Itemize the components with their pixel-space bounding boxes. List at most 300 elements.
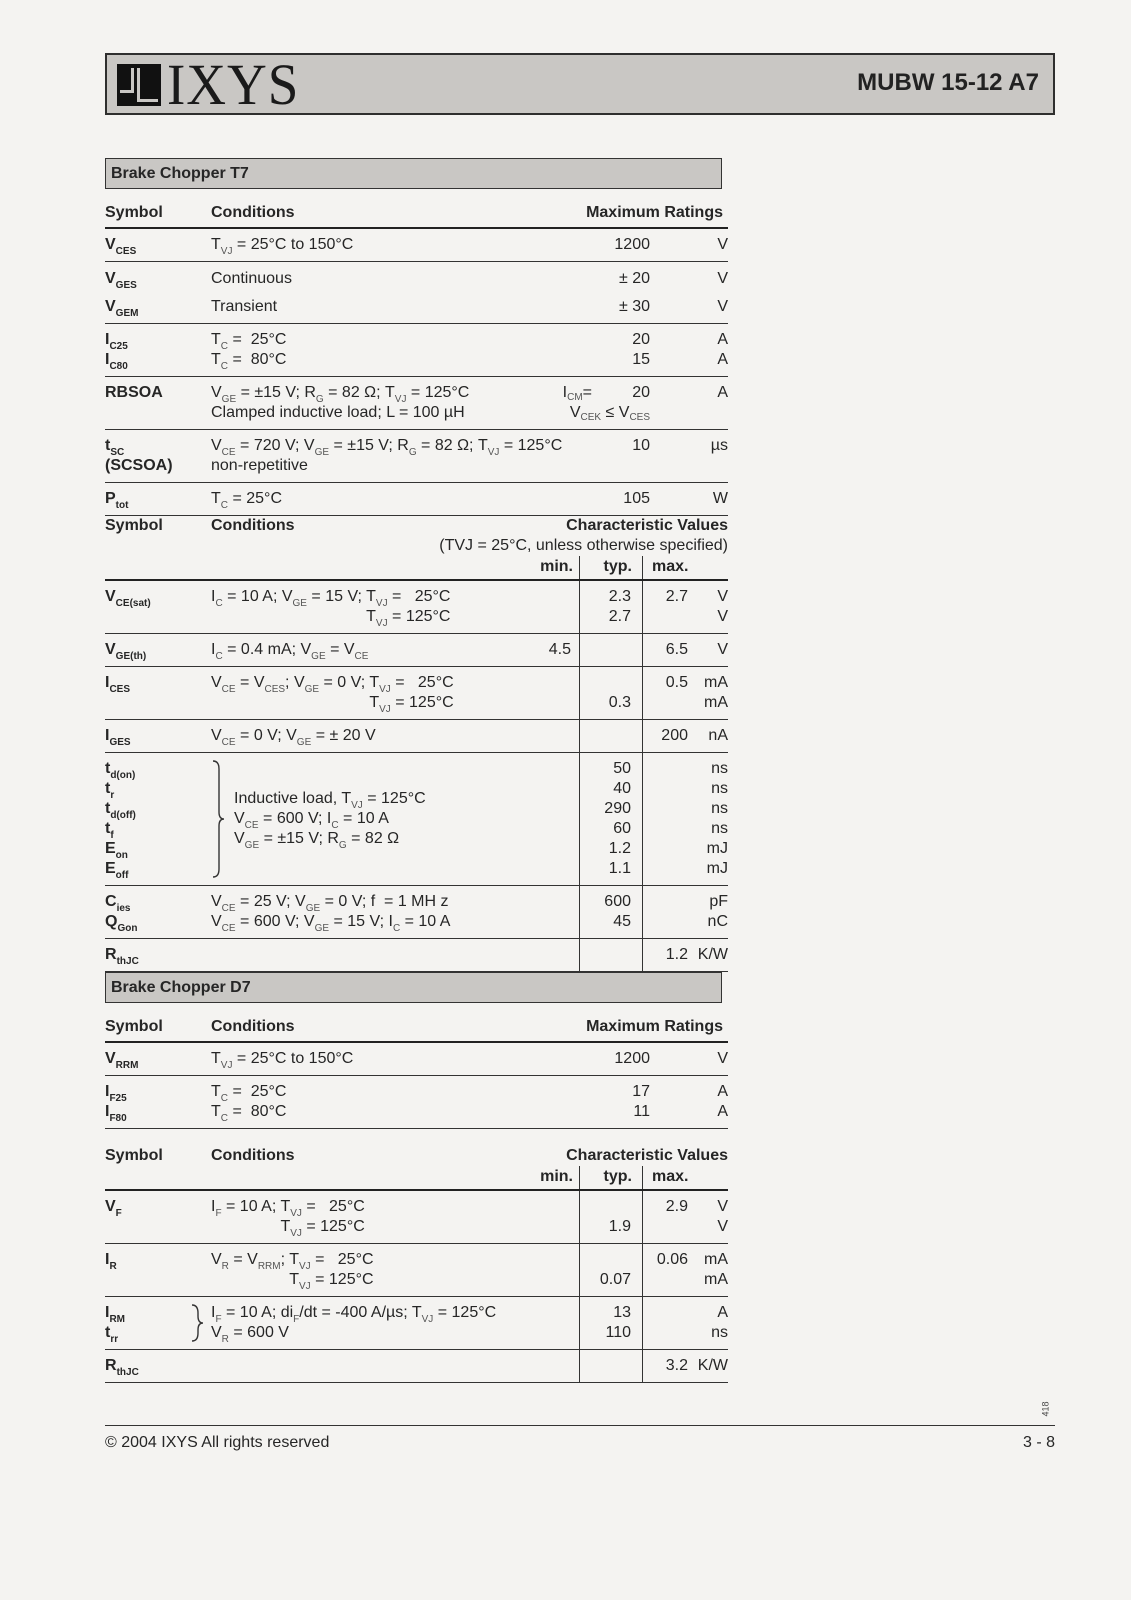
conditions-cell xyxy=(211,753,501,885)
text: = 25°C to 150°C xyxy=(232,1050,354,1067)
subscript: GES xyxy=(115,280,137,291)
typ-heading: typ. xyxy=(579,556,642,579)
min-cell xyxy=(501,1191,579,1243)
line xyxy=(497,489,592,509)
char-values-header xyxy=(105,1129,728,1191)
text: = 125°C xyxy=(310,1271,374,1288)
line xyxy=(497,1082,592,1102)
subscript: CE xyxy=(221,903,236,914)
subscript: F25 xyxy=(109,1093,127,1104)
line xyxy=(600,383,650,403)
unit-cell xyxy=(692,667,728,719)
subscript: GE xyxy=(305,903,321,914)
max-ratings-header xyxy=(105,189,728,229)
subscript: d(on) xyxy=(110,770,136,781)
text: non-repetitive xyxy=(211,457,308,474)
max-cell xyxy=(642,720,692,752)
typ-cell xyxy=(579,720,642,752)
text: pF xyxy=(709,893,728,910)
subscript: CM xyxy=(567,392,583,403)
part-number-title: MUBW 15-12 A7 xyxy=(857,69,1039,96)
subscript: SC xyxy=(110,447,125,458)
conditions-cell xyxy=(211,886,501,938)
line xyxy=(692,1323,728,1343)
line xyxy=(105,819,211,839)
footer-divider xyxy=(105,1425,1055,1426)
line xyxy=(692,693,728,713)
datasheet-content xyxy=(105,158,728,1383)
text: E xyxy=(105,840,116,857)
line xyxy=(105,945,211,965)
text: 1200 xyxy=(614,236,650,253)
symbol-heading: Symbol xyxy=(105,204,163,221)
text: A xyxy=(717,1083,728,1100)
text: = 25°C, unless otherwise specified) xyxy=(473,537,728,554)
subscript: R xyxy=(221,1334,229,1345)
subscript: C xyxy=(215,651,223,662)
subscript: C xyxy=(220,500,229,511)
line xyxy=(105,839,211,859)
symbol-cell xyxy=(105,383,211,423)
line xyxy=(600,330,650,350)
text: V xyxy=(211,1324,222,1341)
symbol-cell xyxy=(105,1191,211,1243)
text: 6.5 xyxy=(665,641,688,658)
line xyxy=(643,693,688,713)
prefix-cell xyxy=(497,1082,600,1122)
subscript: VJ xyxy=(487,447,500,458)
subscript: C xyxy=(220,1113,229,1124)
line xyxy=(497,265,592,293)
char-values-note xyxy=(105,536,728,556)
line xyxy=(105,1250,211,1270)
text: = ±15 V; R xyxy=(259,830,339,847)
line xyxy=(211,912,501,932)
text: 1.2 xyxy=(608,840,631,857)
unit-cell xyxy=(650,235,728,255)
text: = 125°C xyxy=(499,437,563,454)
line xyxy=(650,1049,728,1069)
line xyxy=(105,489,211,509)
line xyxy=(211,489,497,509)
subscript: F xyxy=(293,1314,300,1325)
symbol-cell xyxy=(105,886,211,938)
subscript: CE xyxy=(221,684,236,695)
text: ± 20 xyxy=(618,270,650,287)
table-row xyxy=(105,720,728,753)
table-row xyxy=(105,229,728,262)
text: = 82 Ω; T xyxy=(416,437,488,454)
line xyxy=(643,673,688,693)
typ-cell xyxy=(579,667,642,719)
line xyxy=(105,912,211,932)
table-row xyxy=(105,634,728,667)
text: = 25°C to 150°C xyxy=(232,236,354,253)
subscript: GE xyxy=(311,651,326,662)
line xyxy=(105,640,211,660)
line xyxy=(211,456,497,476)
subscript: R xyxy=(221,1261,229,1272)
symbol-cell xyxy=(105,581,211,633)
line xyxy=(692,799,728,819)
line xyxy=(211,1102,497,1122)
line xyxy=(211,1250,501,1270)
max-cell xyxy=(642,939,692,971)
max-heading: max. xyxy=(642,556,692,579)
text: V xyxy=(569,404,581,421)
line xyxy=(497,383,592,403)
line xyxy=(105,779,211,799)
subscript: G xyxy=(408,447,417,458)
max-ratings-heading: Maximum Ratings xyxy=(586,1018,723,1035)
conditions-cell xyxy=(211,265,497,321)
text: = 15 V; xyxy=(306,588,367,605)
max-cell xyxy=(642,886,692,938)
subscript: C xyxy=(215,598,223,609)
subscript: CE xyxy=(221,737,236,748)
min-cell xyxy=(501,939,579,971)
value-cell xyxy=(600,489,650,509)
line xyxy=(105,350,211,370)
line xyxy=(580,912,631,932)
text: 50 xyxy=(613,760,631,777)
line xyxy=(105,799,211,819)
unit-cell xyxy=(692,1297,728,1349)
table-row xyxy=(105,753,728,886)
text: 0.06 xyxy=(656,1251,688,1268)
lead xyxy=(211,588,367,609)
subscript: RRM xyxy=(115,1060,139,1071)
text: = 10 A; xyxy=(221,1198,281,1215)
line xyxy=(580,673,631,693)
line xyxy=(692,839,728,859)
line xyxy=(580,693,631,713)
min-cell xyxy=(501,886,579,938)
line xyxy=(211,607,501,627)
brace-icon xyxy=(211,759,225,879)
subscript: CEK xyxy=(580,412,602,423)
subscript: VJ xyxy=(298,1281,311,1292)
tail xyxy=(366,588,451,609)
subscript: on xyxy=(115,850,128,861)
typ-cell xyxy=(579,1350,642,1382)
text: = 600 V; V xyxy=(235,913,315,930)
line xyxy=(643,726,688,746)
value-cell xyxy=(600,330,650,370)
table-row xyxy=(105,483,728,516)
text: 2.3 xyxy=(608,588,631,605)
line xyxy=(580,607,631,627)
subscript: VJ xyxy=(394,394,407,405)
text: V xyxy=(105,641,116,658)
text: V xyxy=(211,674,222,691)
line xyxy=(211,235,497,255)
tail xyxy=(289,1251,374,1272)
text: A xyxy=(717,351,728,368)
symbol-cell xyxy=(105,720,211,752)
line xyxy=(211,1197,501,1217)
text: mA xyxy=(704,674,728,691)
typ-cell xyxy=(579,1191,642,1243)
line xyxy=(211,640,501,660)
table-row xyxy=(105,1191,728,1244)
line xyxy=(580,799,631,819)
typ-heading: typ. xyxy=(579,1166,642,1189)
min-cell xyxy=(501,581,579,633)
text: ns xyxy=(711,820,728,837)
line xyxy=(497,330,592,350)
line xyxy=(580,859,631,879)
text: = V xyxy=(325,641,355,658)
symbol-heading: Symbol xyxy=(105,1018,163,1035)
text: = 125°C xyxy=(387,608,451,625)
line xyxy=(105,293,211,321)
tail xyxy=(366,608,451,629)
line xyxy=(692,1217,728,1237)
conditions-cell xyxy=(211,1082,497,1122)
line xyxy=(650,1102,728,1122)
subscript: C xyxy=(220,341,229,352)
unit-cell xyxy=(692,886,728,938)
text: = 25°C xyxy=(228,490,282,507)
text: Q xyxy=(105,913,118,930)
line xyxy=(692,1356,728,1376)
value-cell xyxy=(600,1082,650,1122)
typ-cell xyxy=(579,1244,642,1296)
table-row xyxy=(105,1043,728,1076)
text: T xyxy=(211,490,221,507)
symbol-cell xyxy=(105,667,211,719)
line xyxy=(105,1197,211,1217)
text: A xyxy=(717,1304,728,1321)
text: V xyxy=(717,588,728,605)
text: 1.2 xyxy=(665,946,688,963)
text: I xyxy=(211,1304,216,1321)
section-title-t7: Brake Chopper T7 xyxy=(105,158,722,189)
text: V xyxy=(717,270,728,287)
text: RBSOA xyxy=(105,384,163,401)
line xyxy=(105,759,211,779)
text: V xyxy=(211,384,222,401)
text: T xyxy=(211,351,221,368)
line xyxy=(497,1049,592,1069)
unit-cell xyxy=(650,383,728,423)
subscript: rr xyxy=(110,1334,119,1345)
subscript: GE(th) xyxy=(115,651,147,662)
line xyxy=(211,587,501,607)
typ-cell xyxy=(579,939,642,971)
line xyxy=(580,839,631,859)
subscript: CES xyxy=(264,684,286,695)
text: T xyxy=(211,236,221,253)
max-cell xyxy=(642,753,692,885)
text: = 0.4 mA; V xyxy=(222,641,312,658)
text: 60 xyxy=(613,820,631,837)
text: 4.5 xyxy=(548,641,571,658)
line xyxy=(580,1323,631,1343)
line xyxy=(211,403,497,423)
line xyxy=(650,1082,728,1102)
text: = 82 Ω; T xyxy=(323,384,395,401)
text: ns xyxy=(711,800,728,817)
line xyxy=(580,1250,631,1270)
conditions-cell xyxy=(211,383,497,423)
text: = 720 V; V xyxy=(235,437,315,454)
prefix-cell xyxy=(497,1049,600,1069)
line xyxy=(650,265,728,293)
text: = 25°C xyxy=(228,1083,287,1100)
text: 0.07 xyxy=(599,1271,631,1288)
text: 45 xyxy=(613,913,631,930)
text: 1200 xyxy=(614,1050,650,1067)
text: A xyxy=(717,384,728,401)
char-values-heading: Characteristic Values xyxy=(566,517,728,534)
text: C xyxy=(105,893,117,910)
max-cell xyxy=(642,667,692,719)
conditions-heading: Conditions xyxy=(211,1018,295,1035)
tail xyxy=(369,674,454,695)
text: t xyxy=(105,780,111,797)
text: = 600 V; I xyxy=(258,810,332,827)
text: I xyxy=(105,351,110,368)
subscript: F xyxy=(215,1208,222,1219)
min-cell xyxy=(501,1350,579,1382)
typ-cell xyxy=(579,634,642,666)
text: ± 30 xyxy=(618,298,650,315)
text: ns xyxy=(711,1324,728,1341)
text: t xyxy=(105,437,111,454)
line xyxy=(105,330,211,350)
subscript: GE xyxy=(221,394,237,405)
line xyxy=(105,726,211,746)
conditions-cell xyxy=(211,939,501,971)
symbol-cell xyxy=(105,753,211,885)
prefix-cell xyxy=(497,330,600,370)
text: mJ xyxy=(706,860,728,877)
line xyxy=(211,693,501,713)
conditions-cell xyxy=(211,235,497,255)
subscript: r xyxy=(110,790,115,801)
subscript: GES xyxy=(109,737,131,748)
line xyxy=(600,1082,650,1102)
min-cell xyxy=(501,1297,579,1349)
line xyxy=(211,892,501,912)
text: T xyxy=(369,674,380,691)
symbol-cell xyxy=(105,235,211,255)
text: mA xyxy=(704,1251,728,1268)
max-cell xyxy=(642,634,692,666)
text: T xyxy=(366,588,376,605)
unit-cell xyxy=(692,634,728,666)
text: 110 xyxy=(605,1324,631,1341)
line xyxy=(580,1270,631,1290)
line xyxy=(643,607,688,627)
unit-cell xyxy=(650,1082,728,1122)
text: V xyxy=(717,608,728,625)
text: = 125°C xyxy=(433,1304,497,1321)
line xyxy=(501,640,571,660)
min-cell xyxy=(501,634,579,666)
symbol-cell xyxy=(105,330,211,370)
unit-cell xyxy=(692,939,728,971)
line xyxy=(211,945,501,965)
line xyxy=(105,436,211,456)
text: 2.7 xyxy=(665,588,688,605)
unit-cell xyxy=(692,1191,728,1243)
text: I xyxy=(105,674,110,691)
text: I xyxy=(211,1198,216,1215)
text: ≤ V xyxy=(601,404,630,421)
text: R xyxy=(105,1357,117,1374)
line xyxy=(692,607,728,627)
line xyxy=(580,1303,631,1323)
line xyxy=(497,293,592,321)
text: I xyxy=(105,1103,110,1120)
unit-cell xyxy=(650,265,728,321)
line xyxy=(692,640,728,660)
max-cell xyxy=(642,581,692,633)
conditions-cell xyxy=(211,436,563,476)
text: 2.7 xyxy=(608,608,631,625)
table-row xyxy=(105,377,728,430)
line xyxy=(600,1049,650,1069)
line xyxy=(643,640,688,660)
text: K/W xyxy=(697,946,728,963)
text: = 82 Ω xyxy=(346,830,400,847)
line xyxy=(643,1217,688,1237)
text: 11 xyxy=(633,1103,650,1120)
tail xyxy=(369,694,454,715)
conditions-cell xyxy=(211,1049,497,1069)
subscript: VJ xyxy=(379,704,391,715)
max-cell xyxy=(642,1350,692,1382)
line xyxy=(600,350,650,370)
subscript: GE xyxy=(292,598,307,609)
line xyxy=(105,1102,211,1122)
text: = 600 V xyxy=(228,1324,289,1341)
subscript: C xyxy=(220,1093,229,1104)
text: V xyxy=(717,641,728,658)
line xyxy=(234,829,426,849)
subscript: GE xyxy=(296,737,312,748)
text: 600 xyxy=(604,893,631,910)
text: t xyxy=(105,760,111,777)
subscript: VJ xyxy=(290,1208,302,1219)
text: R xyxy=(105,946,117,963)
line xyxy=(692,1197,728,1217)
subscript: VJ xyxy=(375,618,388,629)
text: = 10 A; V xyxy=(222,588,293,605)
line xyxy=(211,1049,497,1069)
subscript: CE(sat) xyxy=(115,598,151,609)
text: = 125°C xyxy=(406,384,470,401)
text: V xyxy=(211,1251,222,1268)
text: = 25°C xyxy=(387,588,451,605)
subscript: GE xyxy=(314,923,330,934)
table-row xyxy=(105,1076,728,1129)
text: 15 xyxy=(632,351,650,368)
ixys-logo-text: IXYS xyxy=(167,52,300,117)
subscript: VJ xyxy=(421,1314,434,1325)
text: I xyxy=(105,1304,110,1321)
subscript: CE xyxy=(221,923,236,934)
text: V xyxy=(234,830,245,847)
symbol-cell xyxy=(105,634,211,666)
text: = V xyxy=(235,674,265,691)
unit-cell xyxy=(692,581,728,633)
subscript: C80 xyxy=(109,361,128,372)
line xyxy=(692,726,728,746)
